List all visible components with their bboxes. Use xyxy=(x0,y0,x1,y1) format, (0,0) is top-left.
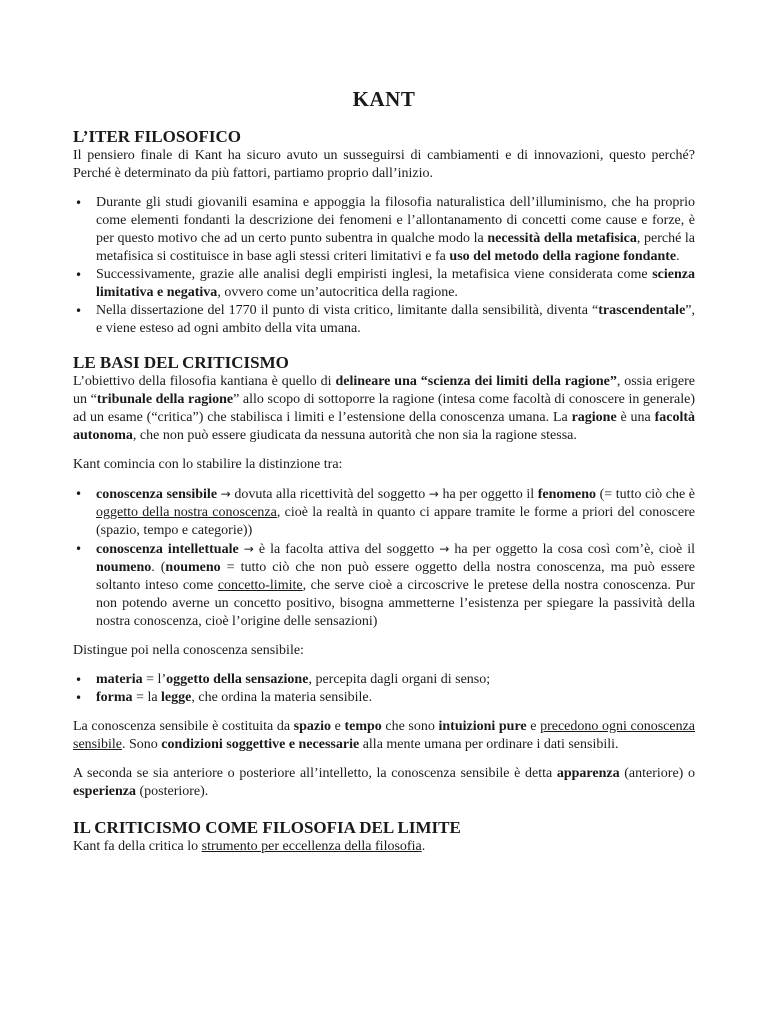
list-item: • Successivamente, grazie alle analisi degli empiristi inglesi, la metafisica viene considerata come scienza limitativa e negativa, ovvero come un’autocritica della ragione. xyxy=(73,266,695,302)
bullet-list xyxy=(73,485,695,631)
list-item: • conoscenza intellettuale → è la facolta attiva del soggetto → ha per oggetto la cosa così com’è, cioè il noumeno. (noumeno = tutto ciò che non può essere oggetto della nostra conoscenza, ma può essere soltanto inteso come concetto-limite, che serve cioè a circoscrive le pretese della nostra conoscenza. Pur non potendo averne un concetto positivo, bisogna ammetterne l’esistenza per spiegare la passività della nostra conoscenza, cioè l’origine delle sensazioni) xyxy=(73,540,695,631)
right-arrow-icon: → xyxy=(439,542,450,556)
paragraph: Kant comincia con lo stabilire la distinzione tra: xyxy=(73,457,343,472)
right-arrow-icon: → xyxy=(428,487,439,501)
bullet-list xyxy=(73,671,695,707)
section-heading-limite: IL CRITICISMO COME FILOSOFIA DEL LIMITE xyxy=(73,818,461,837)
list-item: • forma = la legge, che ordina la materia sensibile. xyxy=(73,689,695,707)
paragraph: Kant fa della critica lo strumento per eccellenza della filosofia. xyxy=(73,839,426,854)
list-item: • Durante gli studi giovanili esamina e appoggia la filosofia naturalistica dell’illuminismo, che ha proprio come elementi fondanti la descrizione dei fenomeni e l’allontanamento di concetti come cause e forze, è per questo motivo che ad un certo punto subentra in qualche modo la necessità della metafisica, perché la metafisica si costituisce in base agli stessi criteri limitativi e fa uso del metodo della ragione fondante. xyxy=(73,194,695,266)
paragraph: La conoscenza sensibile è costituita da spazio e tempo che sono intuizioni pure e precedono ogni conoscenza sensibile. Sono condizioni soggettive e necessarie alla mente umana per ordinare i dati sensibili. xyxy=(73,719,696,752)
section-heading-iter: L’ITER FILOSOFICO xyxy=(73,127,241,146)
paragraph: Distingue poi nella conoscenza sensibile: xyxy=(73,643,304,658)
list-item: • Nella dissertazione del 1770 il punto di vista critico, limitante dalla sensibilità, diventa “trascendentale”, e viene esteso ad ogni ambito della vita umana. xyxy=(73,302,695,338)
right-arrow-icon: → xyxy=(220,487,231,501)
list-item: • conoscenza sensibile → dovuta alla ricettività del soggetto → ha per oggetto il fenomeno (= tutto ciò che è oggetto della nostra conoscenza, cioè la realtà in quanto ci appare tramite le forme a priori del conoscere (spazio, tempo e categorie)) xyxy=(73,485,695,540)
section-heading-basi: LE BASI DEL CRITICISMO xyxy=(73,353,289,372)
paragraph: A seconda se sia anteriore o posteriore all’intelletto, la conoscenza sensibile è detta apparenza (anteriore) o esperienza (posteriore). xyxy=(73,766,695,799)
list-item: • materia = l’oggetto della sensazione, percepita dagli organi di senso; xyxy=(73,671,695,689)
right-arrow-icon: → xyxy=(243,542,254,556)
section-intro: Il pensiero finale di Kant ha sicuro avuto un susseguirsi di cambiamenti e di innovazioni, questo perché? Perché è determinato da più fattori, partiamo proprio dall’inizio. xyxy=(73,148,695,181)
page-title: KANT xyxy=(352,87,416,111)
bullet-list xyxy=(73,194,695,338)
paragraph: L’obiettivo della filosofia kantiana è quello di delineare una “scienza dei limiti della ragione”, ossia erigere un “tribunale della ragione” allo scopo di sottoporre la ragione (intesa come facoltà di conoscere in generale) ad un esame (“critica”) che stabilisca i limiti e l’estensione della conoscenza umana. La ragione è una facoltà autonoma, che non può essere giudicata da nessuna autorità che non sia la ragione stessa. xyxy=(73,374,695,443)
document-page xyxy=(73,86,695,856)
